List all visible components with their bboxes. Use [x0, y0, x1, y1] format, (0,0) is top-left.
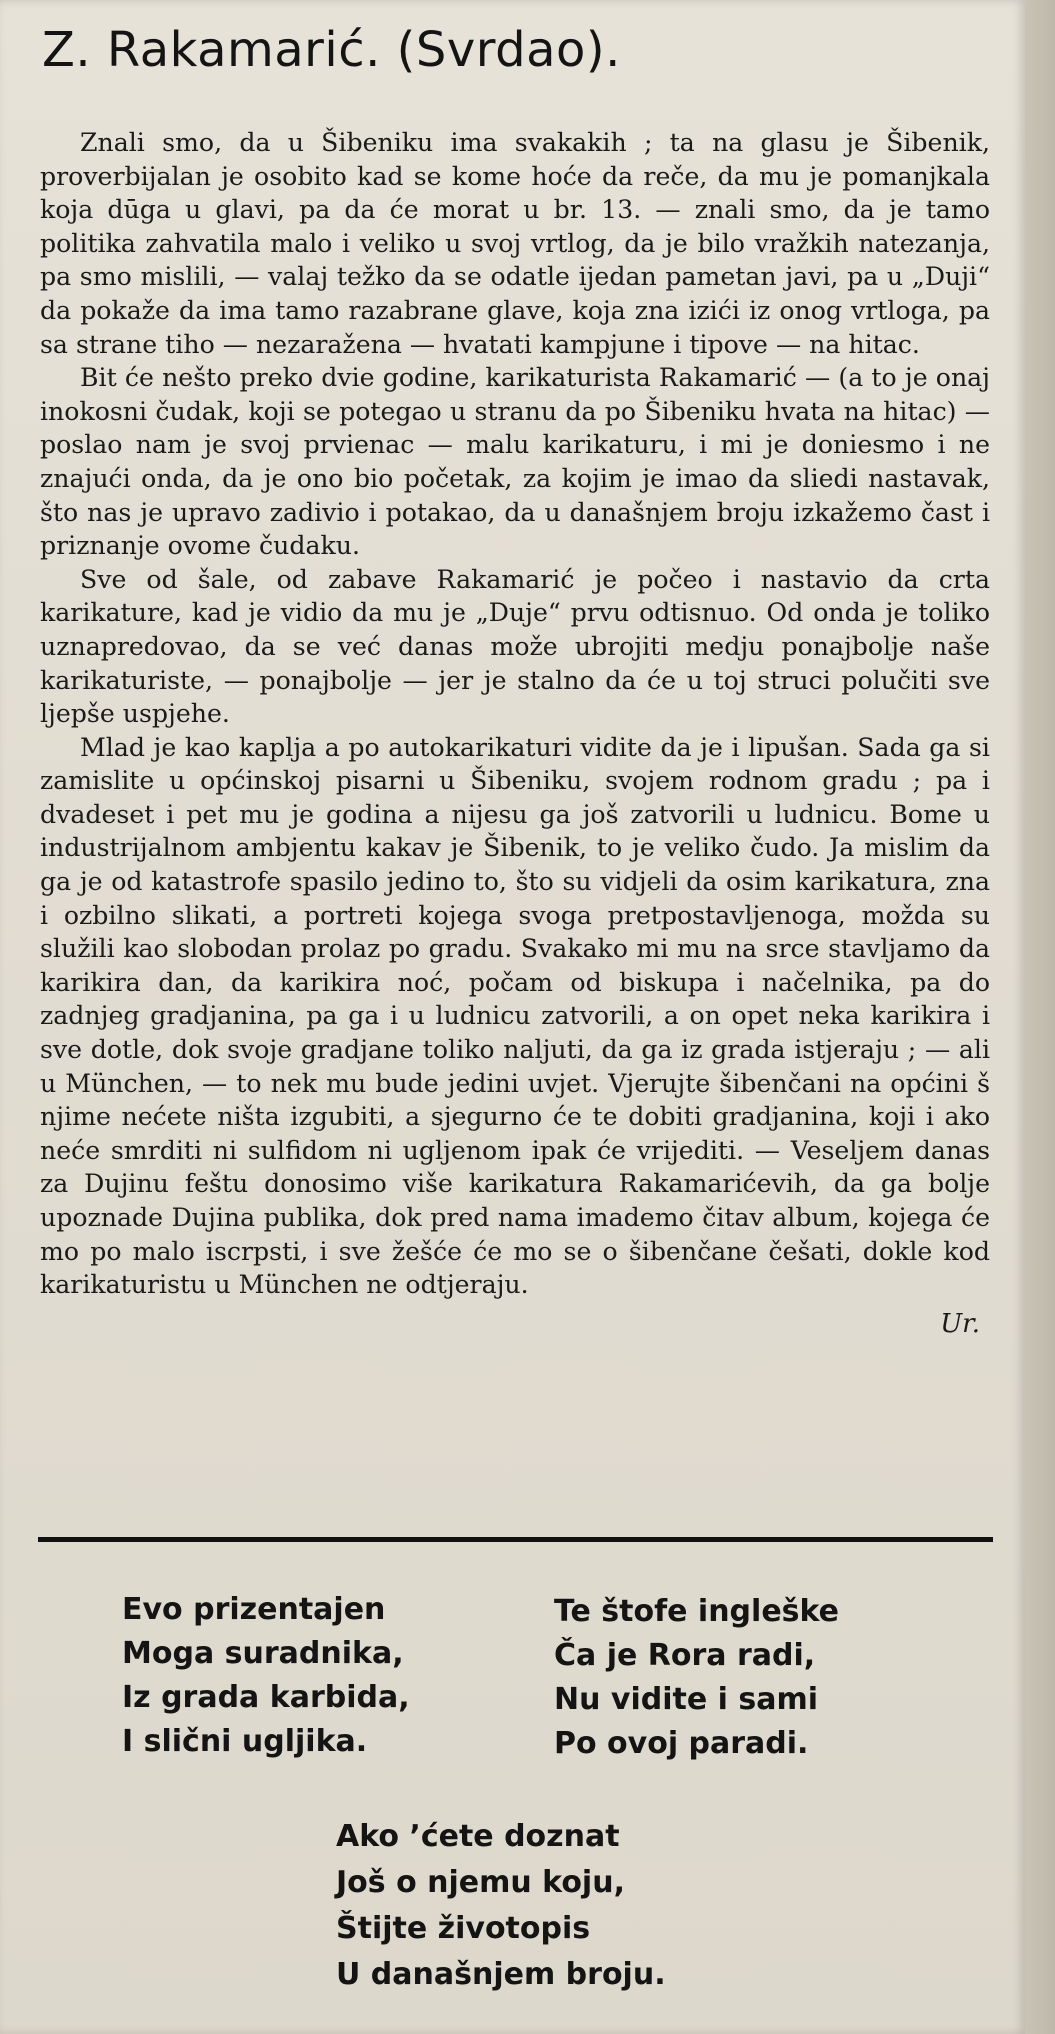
- page-edge: [1025, 0, 1055, 2034]
- section-divider: [38, 1537, 993, 1542]
- poem-line: Ako ’ćete doznat: [336, 1819, 620, 1854]
- page-title: Z. Rakamarić. (Svrdao).: [42, 22, 621, 78]
- poem-line: Evo prizentajen: [122, 1592, 386, 1627]
- poem-line: Iz grada karbida,: [122, 1680, 410, 1715]
- poem-line: Po ovoj paradi.: [554, 1726, 809, 1761]
- article-paragraph: Bit će nešto preko dvie godine, karikaturista Rakamarić — (a to je onaj inokosni čudak, koji se potegao u stranu da po Šibeniku hvata na hitac) — poslao nam je svoj prvienac — malu karikaturu, i mi je doniesmo i ne znajući onda, da je ono bio početak, za kojim je imao da sliedi nastavak, što nas je upravo zadivio i potakao, da u današnjem broju izkažemo čast i priznanje ovome čudaku.: [40, 363, 990, 561]
- poem-stanza-final: [336, 1814, 666, 1998]
- poem-line: Te štofe ingleške: [554, 1594, 840, 1629]
- poem-line: Ča je Rora radi,: [554, 1638, 816, 1673]
- editor-signature: Ur.: [940, 1308, 980, 1339]
- article-paragraph: Mlad je kao kaplja a po autokarikaturi vidite da je i lipušan. Sada ga si zamislite u općinskoj pisarni u Šibeniku, svojem rodnom gradu ; pa i dvadeset i pet mu je godina a nijesu ga još zatvorili u ludnicu. Bome u industrijalnom ambjentu kakav je Šibenik, to je veliko čudo. Ja mislim da ga je od katastrofe spasilo jedino to, što su vidjeli da osim karikatura, zna i ozbilno slikati, a portreti kojega svoga pretpostavljenoga, možda su služili kao slobodan prolaz po gradu. Svakako mi mu na srce stavljamo da karikira dan, da karikira noć, počam od biskupa i načelnika, pa do zadnjeg gradjanina, pa ga i u ludnicu zatvorili, a on opet neka karikira i sve dotle, dok svoje gradjane toliko naljuti, da ga iz grada istjeraju ; — ali u München, — to nek mu bude jedini uvjet. Vjerujte šibenčani na općini š njime nećete ništa izgubiti, a sjegurno će te dobiti gradjanina, koji i ako neće smrditi ni sulfidom ni ugljenom ipak će vrijediti. — Veseljem danas za Dujinu feštu donosimo više karikatura Rakamarićevih, da ga bolje upoznade Dujina publika, dok pred nama imademo čitav album, kojega će mo po malo iscrpsti, i sve žešće će mo se o šibenčane češati, dokle kod karikaturistu u München ne odtjeraju.: [40, 732, 990, 1300]
- poem-stanza-right: [554, 1590, 839, 1766]
- article-body: [40, 126, 990, 1341]
- poem-line: I slični ugljika.: [122, 1724, 368, 1759]
- article-paragraph: Znali smo, da u Šibeniku ima svakakih ; ta na glasu je Šibenik, proverbijalan je osobito kad se kome hoće da reče, da mu je pomanjkala koja dūga u glavi, pa da će morat u br. 13. — znali smo, da je tamo politika zahvatila malo i veliko u svoj vrtlog, da je bilo vražkih natezanja, pa smo mislili, — valaj težko da se odatle ijedan pametan javi, pa u „Duji“ da pokaže da ima tamo razabrane glave, koja zna izići iz onog vrtloga, pa sa strane tiho — nezaražena — hvatati kampjune i tipove — na hitac.: [40, 128, 990, 359]
- poem-line: Nu vidite i sami: [554, 1682, 819, 1717]
- poem-line: Još o njemu koju,: [336, 1865, 625, 1900]
- article-paragraph: Sve od šale, od zabave Rakamarić je počeo i nastavio da crta karikature, kad je vidio da mu je „Duje“ prvu odtisnuo. Od onda je toliko uznapredovao, da se već danas može ubrojiti medju ponajbolje naše karikaturiste, — ponajbolje — jer je stalno da će u toj struci polučiti sve ljepše uspjehe.: [40, 564, 990, 729]
- poem-line: Štijte životopis: [336, 1911, 591, 1946]
- poem-stanza-left: [122, 1588, 410, 1764]
- poem-line: Moga suradnika,: [122, 1636, 404, 1671]
- poem-line: U današnjem broju.: [336, 1957, 666, 1992]
